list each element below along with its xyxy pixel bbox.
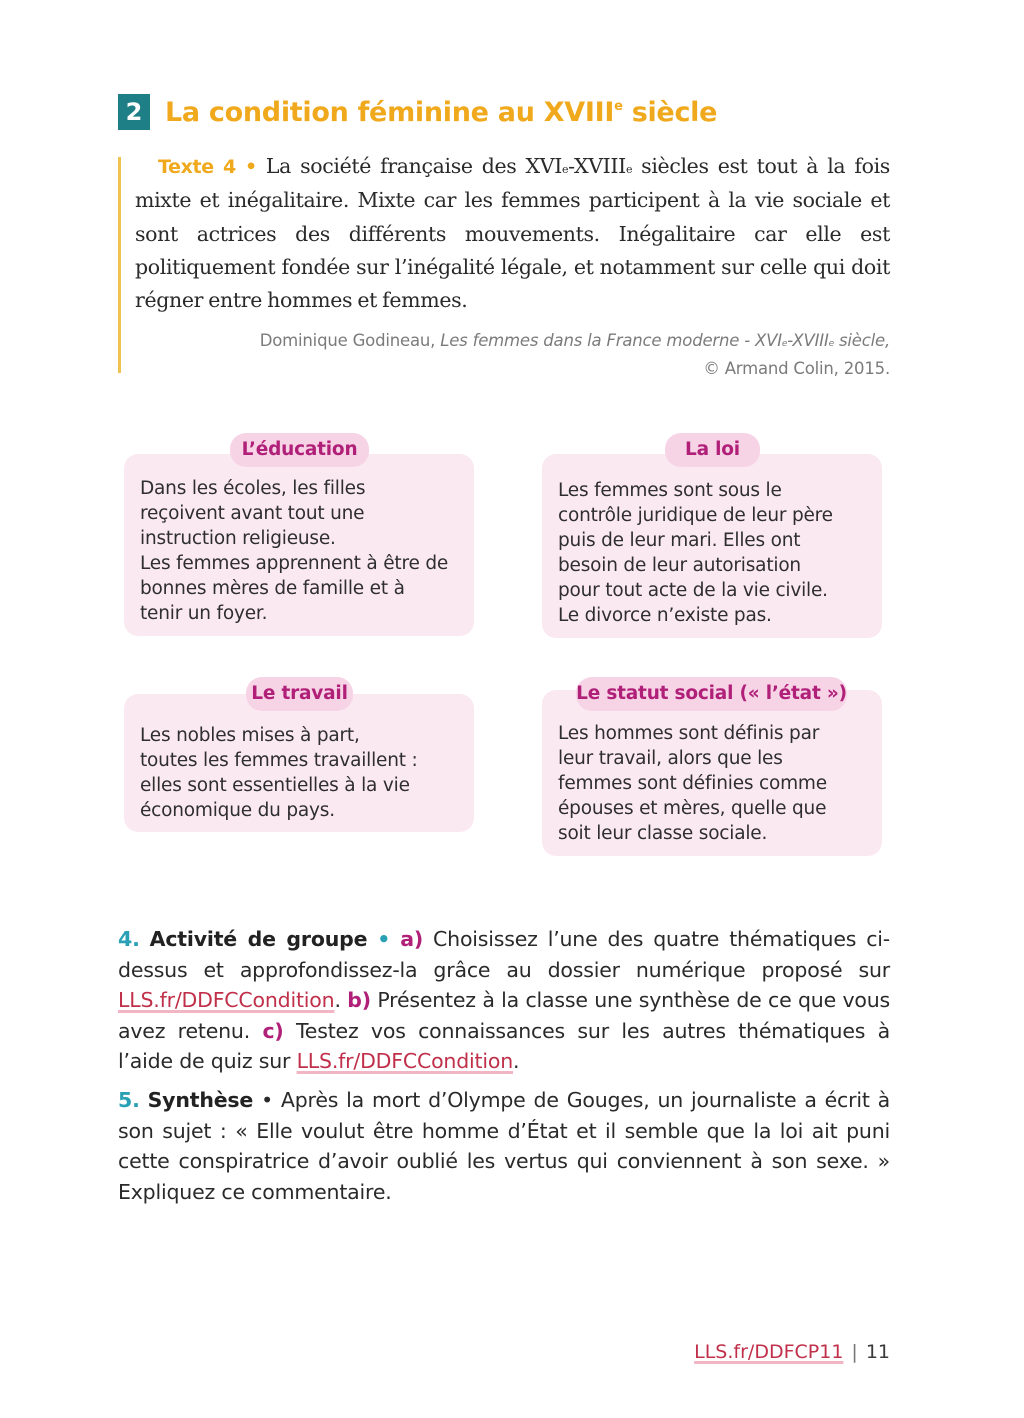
theme-box-work	[124, 694, 474, 832]
theme-box-law	[542, 454, 882, 638]
theme-tag-law: La loi	[665, 433, 760, 467]
theme-text: Dans les écoles, les filles reçoivent avant tout une instruction religieuse. Les femmes apprennent à être de bonnes mères de famille et à tenir un foyer.	[140, 478, 449, 624]
theme-tag-work: Le travail	[246, 677, 353, 711]
condition-link[interactable]: LLS.fr/DDFCCondition	[296, 1049, 513, 1074]
activity-number: 5.	[118, 1088, 140, 1112]
source-book-title: Les femmes dans la France moderne - XVIe-XVIIIe siècle,	[440, 331, 890, 350]
source-copyright: © Armand Colin, 2015.	[703, 359, 890, 378]
source-author: Dominique Godineau,	[259, 331, 436, 350]
step-b: b)	[347, 988, 371, 1013]
text-4-label: Texte 4 •	[158, 156, 257, 178]
theme-tag-education: L’éducation	[230, 433, 369, 467]
page-footer	[694, 1341, 890, 1363]
footer-link[interactable]: LLS.fr/DDFCP11	[694, 1341, 844, 1363]
activity-4: 4. Activité de groupe • a) Choisissez l’une des quatre thématiques ci-dessus et approfondissez-la grâce au dossier numérique proposé sur LLS.fr/DDFCCondition. b) Présentez à la classe une synthèse de ce que vous avez retenu. c) Testez vos connaissances sur les autres thématiques à l’aide de quiz sur LLS.fr/DDFCCondition.	[118, 927, 890, 1074]
step-a: a)	[400, 927, 424, 951]
page-number: 11	[865, 1341, 890, 1363]
theme-box-education	[124, 454, 474, 636]
theme-tag-social-status: Le statut social (« l’état »)	[576, 677, 847, 711]
activity-5: 5. Synthèse • Après la mort d’Olympe de Gouges, un journaliste a écrit à son sujet : « Elle voulut être homme d’État et il semble que la loi ait puni cette conspiratrice d’avoir oublié les vertus qui conviennent à son sexe. » Expliquez ce commentaire.	[118, 1088, 890, 1204]
theme-text: Les femmes sont sous le contrôle juridique de leur père puis de leur mari. Elles ont besoin de leur autorisation pour tout acte de la vie civile. Le divorce n’existe pas.	[558, 480, 833, 626]
condition-link[interactable]: LLS.fr/DDFCCondition	[118, 988, 335, 1013]
activity-number: 4.	[118, 927, 140, 951]
text-4-quote: Texte 4 • La société française des XVIe-XVIIIe siècles est tout à la fois mixte et inégalitaire. Mixte car les femmes participent à la vie sociale et sont actrices des différents mouvements. Inégalitaire car elle est politiquement fondée sur l’inégalité légale, et notamment sur celle qui doit régner entre hommes et femmes.	[135, 154, 890, 313]
activity-keyword: Synthèse	[147, 1088, 254, 1112]
quote-rule	[118, 157, 121, 373]
footer-separator: |	[851, 1341, 858, 1363]
section-title: La condition féminine au XVIIIe siècle	[165, 96, 718, 128]
section-heading	[118, 93, 717, 131]
activity-keyword: Activité de groupe	[149, 927, 368, 951]
theme-text: Les hommes sont définis par leur travail, alors que les femmes sont définies comme épouses et mères, quelle que soit leur classe sociale.	[558, 723, 827, 844]
step-c: c)	[262, 1018, 284, 1043]
section-number: 2	[118, 94, 150, 130]
theme-text: Les nobles mises à part, toutes les femmes travaillent : elles sont essentielles à la vie économique du pays.	[140, 725, 418, 821]
theme-box-social-status	[542, 690, 882, 856]
quote-source	[135, 327, 890, 383]
